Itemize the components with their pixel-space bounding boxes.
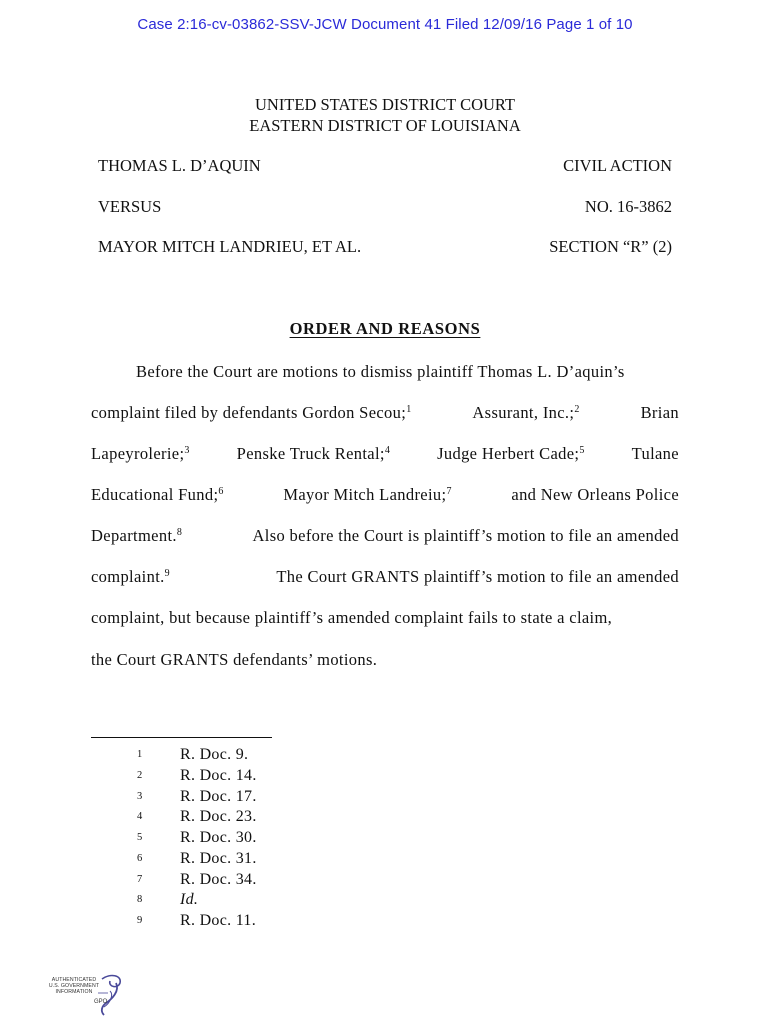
court-name-line-2: EASTERN DISTRICT OF LOUISIANA: [249, 116, 521, 135]
case-number: NO. 16-3862: [584, 197, 672, 216]
body-line-3: [91, 444, 679, 464]
eagle-seal-icon: [96, 973, 126, 1017]
body-text-segment: Also before the Court is plaintiff’s motion to file an amended: [252, 526, 679, 545]
body-line-2: [91, 403, 679, 423]
body-text-segment: Mayor Mitch Landreiu;$^7$: [283, 485, 452, 504]
footnote-ref[interactable]: 5: [579, 445, 585, 456]
footnote-ref[interactable]: 1: [406, 404, 412, 415]
footnote-number: 1: [137, 749, 143, 760]
footnote-text: R. Doc. 34.: [180, 870, 257, 888]
body-line-5: [91, 526, 679, 546]
footnote-text: R. Doc. 30.: [180, 829, 257, 846]
footnote-number: 7: [137, 873, 143, 885]
order-title: ORDER AND REASONS: [289, 319, 481, 338]
civil-action-label: CIVIL ACTION: [563, 156, 672, 175]
footnote-ref[interactable]: 9: [164, 568, 170, 579]
footnote-text: R. Doc. 17.: [180, 787, 257, 805]
footnote-list: [130, 746, 430, 933]
court-name-block: [0, 94, 770, 136]
footnote-item: [130, 808, 430, 829]
body-text-segment: complaint filed by defendants Gordon Secou;$^1$: [91, 403, 412, 422]
body-text-segment: Educational Fund;$^6$: [91, 485, 224, 504]
footnote-item: [130, 871, 430, 892]
body-line-7: complaint, but because plaintiff’s amended complaint fails to state a claim,: [91, 608, 613, 627]
footnote-item: [130, 829, 430, 850]
footnote-item: [130, 912, 430, 933]
body-text-segment: Department.$^8$: [91, 526, 183, 545]
caption-row-defendant: [98, 237, 672, 257]
footnote-number: 8: [137, 894, 143, 906]
body-text-segment: Tulane: [631, 444, 679, 463]
body-text-segment: Brian: [640, 403, 679, 422]
footnote-text: R. Doc. 31.: [180, 849, 257, 867]
body-text-segment: Penske Truck Rental;$^4$: [236, 444, 391, 463]
body-text-segment: Lapeyrolerie;$^3$: [91, 444, 190, 463]
footnote-text: R. Doc. 14.: [180, 766, 257, 784]
gpo-mark: GPO: [94, 999, 108, 1005]
gpo-authentication-seal: [44, 973, 130, 1017]
footnote-text: R. Doc. 23.: [180, 808, 257, 826]
footnote-ref[interactable]: 2: [574, 404, 580, 415]
footnote-item: [130, 891, 430, 912]
footnote-item: [130, 746, 430, 767]
body-text-segment: The Court GRANTS plaintiff’s motion to file an amended: [276, 567, 679, 586]
body-line-6: [91, 567, 679, 587]
footnote-ref[interactable]: 6: [218, 486, 224, 497]
body-line-4: [91, 485, 679, 505]
footnote-separator: [91, 737, 272, 738]
caption-row-parties: [98, 156, 672, 176]
footnote-item: [130, 767, 430, 788]
caption-row-versus: [98, 197, 672, 217]
footnote-number: 3: [137, 790, 143, 802]
plaintiff-name: THOMAS L. D’AQUIN: [98, 156, 261, 175]
footnote-ref[interactable]: 4: [384, 445, 391, 456]
gpo-seal-text: AUTHENTICATED U.S. GOVERNMENT INFORMATION: [48, 977, 100, 995]
body-text-segment: and New Orleans Police: [511, 485, 679, 504]
footnote-item: [130, 788, 430, 809]
versus-label: VERSUS: [98, 197, 162, 216]
footnote-ref[interactable]: 7: [446, 486, 452, 497]
footnote-number: 2: [137, 769, 143, 781]
body-text-segment: complaint.$^9$: [91, 567, 170, 586]
footnote-text: R. Doc. 11.: [180, 912, 257, 929]
footnote-number: 9: [137, 915, 143, 926]
footnote-number: 6: [137, 852, 143, 864]
section-label: SECTION “R” (2): [549, 237, 672, 256]
footnote-ref[interactable]: 3: [184, 445, 190, 456]
body-text-segment: Judge Herbert Cade;$^5$: [437, 444, 585, 463]
defendant-name: MAYOR MITCH LANDRIEU, ET AL.: [98, 237, 362, 256]
footnote-item: [130, 850, 430, 871]
case-header-stamp: Case 2:16-cv-03862-SSV-JCW Document 41 Filed 12/09/16 Page 1 of 10: [137, 16, 633, 33]
body-line-1: Before the Court are motions to dismiss plaintiff Thomas L. D’aquin’s: [136, 362, 625, 381]
footnote-number: 4: [137, 811, 143, 823]
body-text-segment: Assurant, Inc.;$^2$: [472, 403, 580, 422]
footnote-number: 5: [137, 832, 143, 843]
footnote-text: Id.: [180, 891, 199, 909]
body-line-8: the Court GRANTS defendants’ motions.: [91, 650, 378, 669]
footnote-ref[interactable]: 8: [176, 527, 183, 538]
footnote-text: R. Doc. 9.: [180, 746, 249, 763]
court-name-line-1: UNITED STATES DISTRICT COURT: [254, 95, 515, 114]
